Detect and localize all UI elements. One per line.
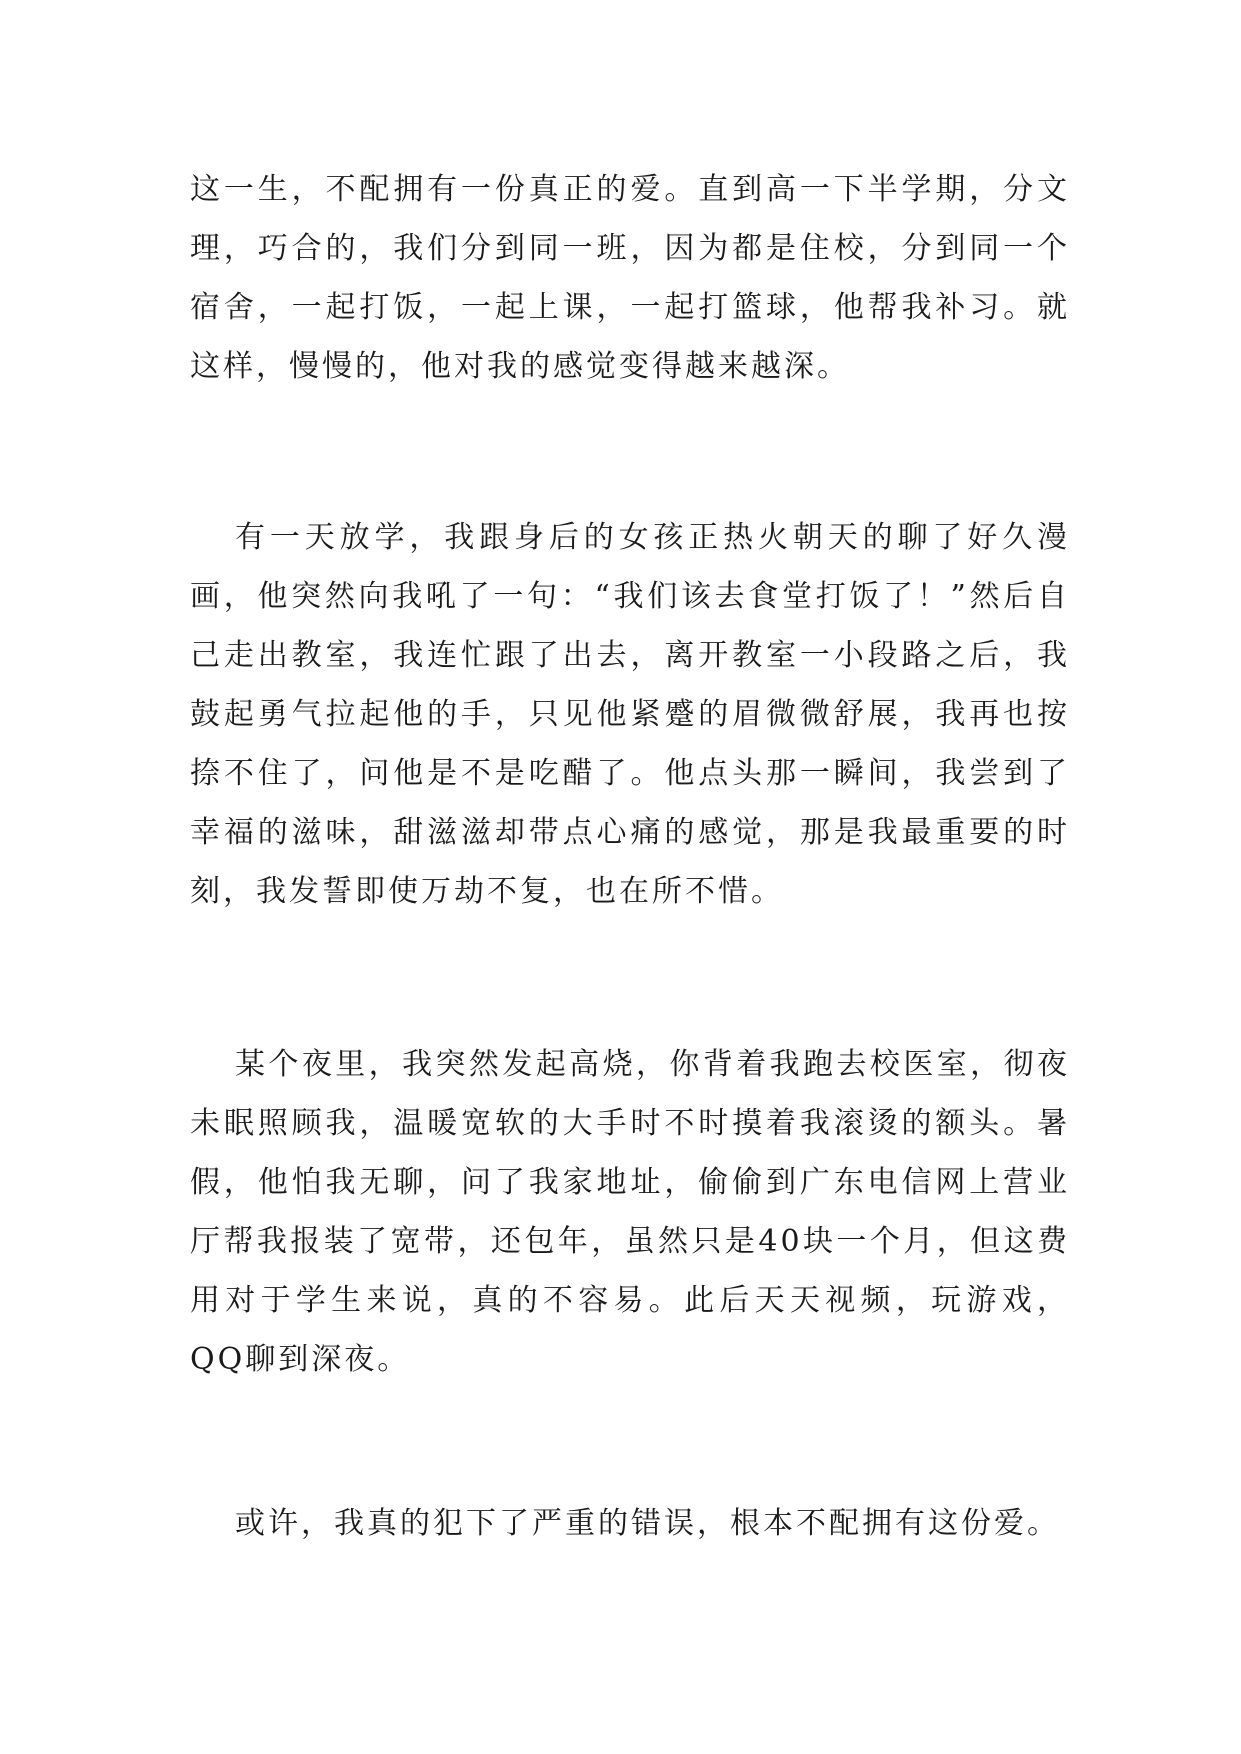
paragraph-1: 这一生，不配拥有一份真正的爱。直到高一下半学期，分文理，巧合的，我们分到同一班，因为都是住校，分到同一个宿舍，一起打饭，一起上课，一起打篮球，他帮我补习。就这样，慢慢的，他对我的感觉变得越来越深。 (190, 172, 1070, 384)
paragraph-2: 有一天放学，我跟身后的女孩正热火朝天的聊了好久漫画，他突然向我吼了一句：“我们该去食堂打饭了！”然后自己走出教室，我连忙跟了出去，离开教室一小段路之后，我鼓起勇气拉起他的手，只见他紧蹙的眉微微舒展，我再也按捺不住了，问他是不是吃醋了。他点头那一瞬间，我尝到了幸福的滋味，甜滋滋却带点心痛的感觉，那是我最重要的时刻，我发誓即使万劫不复，也在所不惜。 (190, 520, 1070, 909)
paragraph-4: 或许，我真的犯下了严重的错误，根本不配拥有这份爱。 (235, 1506, 1060, 1541)
paragraph-3: 某个夜里，我突然发起高烧，你背着我跑去校医室，彻夜未眠照顾我，温暖宽软的大手时不时摸着我滚烫的额头。暑假，他怕我无聊，问了我家地址，偷偷到广东电信网上营业厅帮我报装了宽带，还包年，虽然只是40块一个月，但这费用对于学生来说，真的不容易。此后天天视频，玩游戏，QQ聊到深夜。 (190, 1047, 1070, 1377)
